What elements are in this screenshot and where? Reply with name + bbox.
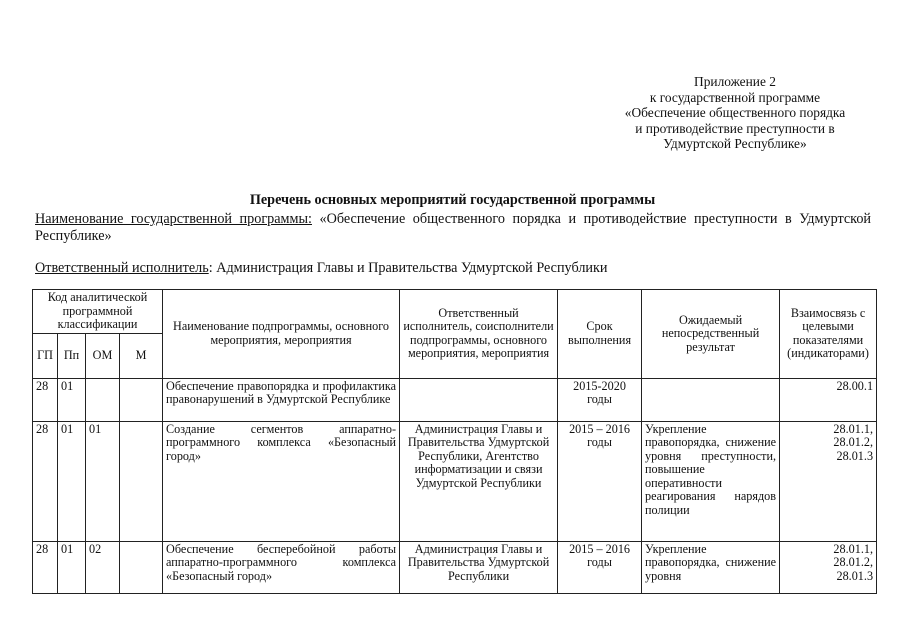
cell-om [86,378,120,421]
cell-result: Укрепление правопорядка, снижение уровня [642,541,780,593]
cell-executor: Администрация Главы и Правительства Удмуртской Республики [400,541,558,593]
cell-gp: 28 [33,421,58,541]
cell-result [642,378,780,421]
responsible-executor [35,260,871,276]
indicator-code: 28.01.1, [833,541,874,556]
activities-table [32,289,877,594]
cell-result: Укрепление правопорядка, снижение уровня преступности, повышение оперативности реагирования нарядов полиции [642,421,780,541]
indicator-code: 28.01.1, [833,421,874,436]
indicator-code: 28.01.2, [833,555,874,569]
cell-term: 2015 – 2016 годы [558,421,642,541]
cell-name: Создание сегментов аппаратно-программного комплекса «Безопасный город» [163,421,400,541]
cell-gp: 28 [33,541,58,593]
header-executor: Ответственный исполнитель, соисполнители подпрограммы, основного мероприятия, мероприятия [400,290,558,379]
header-m: М [120,333,163,378]
header-pp: Пп [58,333,86,378]
appendix-line: и противодействие преступности в [635,120,835,136]
cell-indicators [780,541,877,593]
cell-name: Обеспечение правопорядка и профилактика правонарушений в Удмуртской Республике [163,378,400,421]
cell-pp: 01 [58,541,86,593]
cell-executor [400,378,558,421]
cell-pp: 01 [58,378,86,421]
cell-executor: Администрация Главы и Правительства Удмуртской Республики, Агентство информатизации и связи Удмуртской Республики [400,421,558,541]
cell-gp: 28 [33,378,58,421]
cell-indicators [780,378,877,421]
table-row [33,421,877,541]
indicator-code: 28.00.1 [836,378,874,393]
header-link: Взаимосвязь с целевыми показателями (индикаторами) [780,290,877,379]
header-result: Ожидаемый непосредственный результат [642,290,780,379]
cell-pp: 01 [58,421,86,541]
appendix-line: Приложение 2 [694,74,776,89]
header-gp: ГП [33,333,58,378]
program-value: «Обеспечение общественного порядка и противодействие преступности в Удмуртской Республике» [35,211,872,244]
header-om: ОМ [86,333,120,378]
table-row [33,378,877,421]
cell-m [120,421,163,541]
appendix-line: «Обеспечение общественного порядка [624,105,846,120]
cell-indicators [780,421,877,541]
appendix-line: к государственной программе [649,89,821,105]
cell-term: 2015-2020 годы [558,378,642,421]
table-row [33,541,877,593]
responsible-value: : Администрация Главы и Правительства Удмуртской Республики [208,260,608,276]
cell-m [120,378,163,421]
cell-om: 01 [86,421,120,541]
responsible-label: Ответственный исполнитель [35,260,209,276]
program-label: Наименование государственной программы: [35,211,312,227]
appendix-note [590,74,880,152]
indicator-code: 28.01.3 [836,568,874,583]
indicator-code: 28.01.2, [833,435,874,449]
document-heading: Перечень основных мероприятий государственной программы [249,192,656,208]
appendix-line: Удмуртской Республике» [663,136,807,151]
cell-om: 02 [86,541,120,593]
header-code-group: Код аналитической программной классификации [33,290,163,334]
cell-term: 2015 – 2016 годы [558,541,642,593]
header-term: Срок выполнения [558,290,642,379]
header-name: Наименование подпрограммы, основного мероприятия, мероприятия [163,290,400,379]
program-name [35,211,871,245]
indicator-code: 28.01.3 [836,448,874,463]
cell-name: Обеспечение бесперебойной работы аппаратно-программного комплекса «Безопасный город» [163,541,400,593]
cell-m [120,541,163,593]
